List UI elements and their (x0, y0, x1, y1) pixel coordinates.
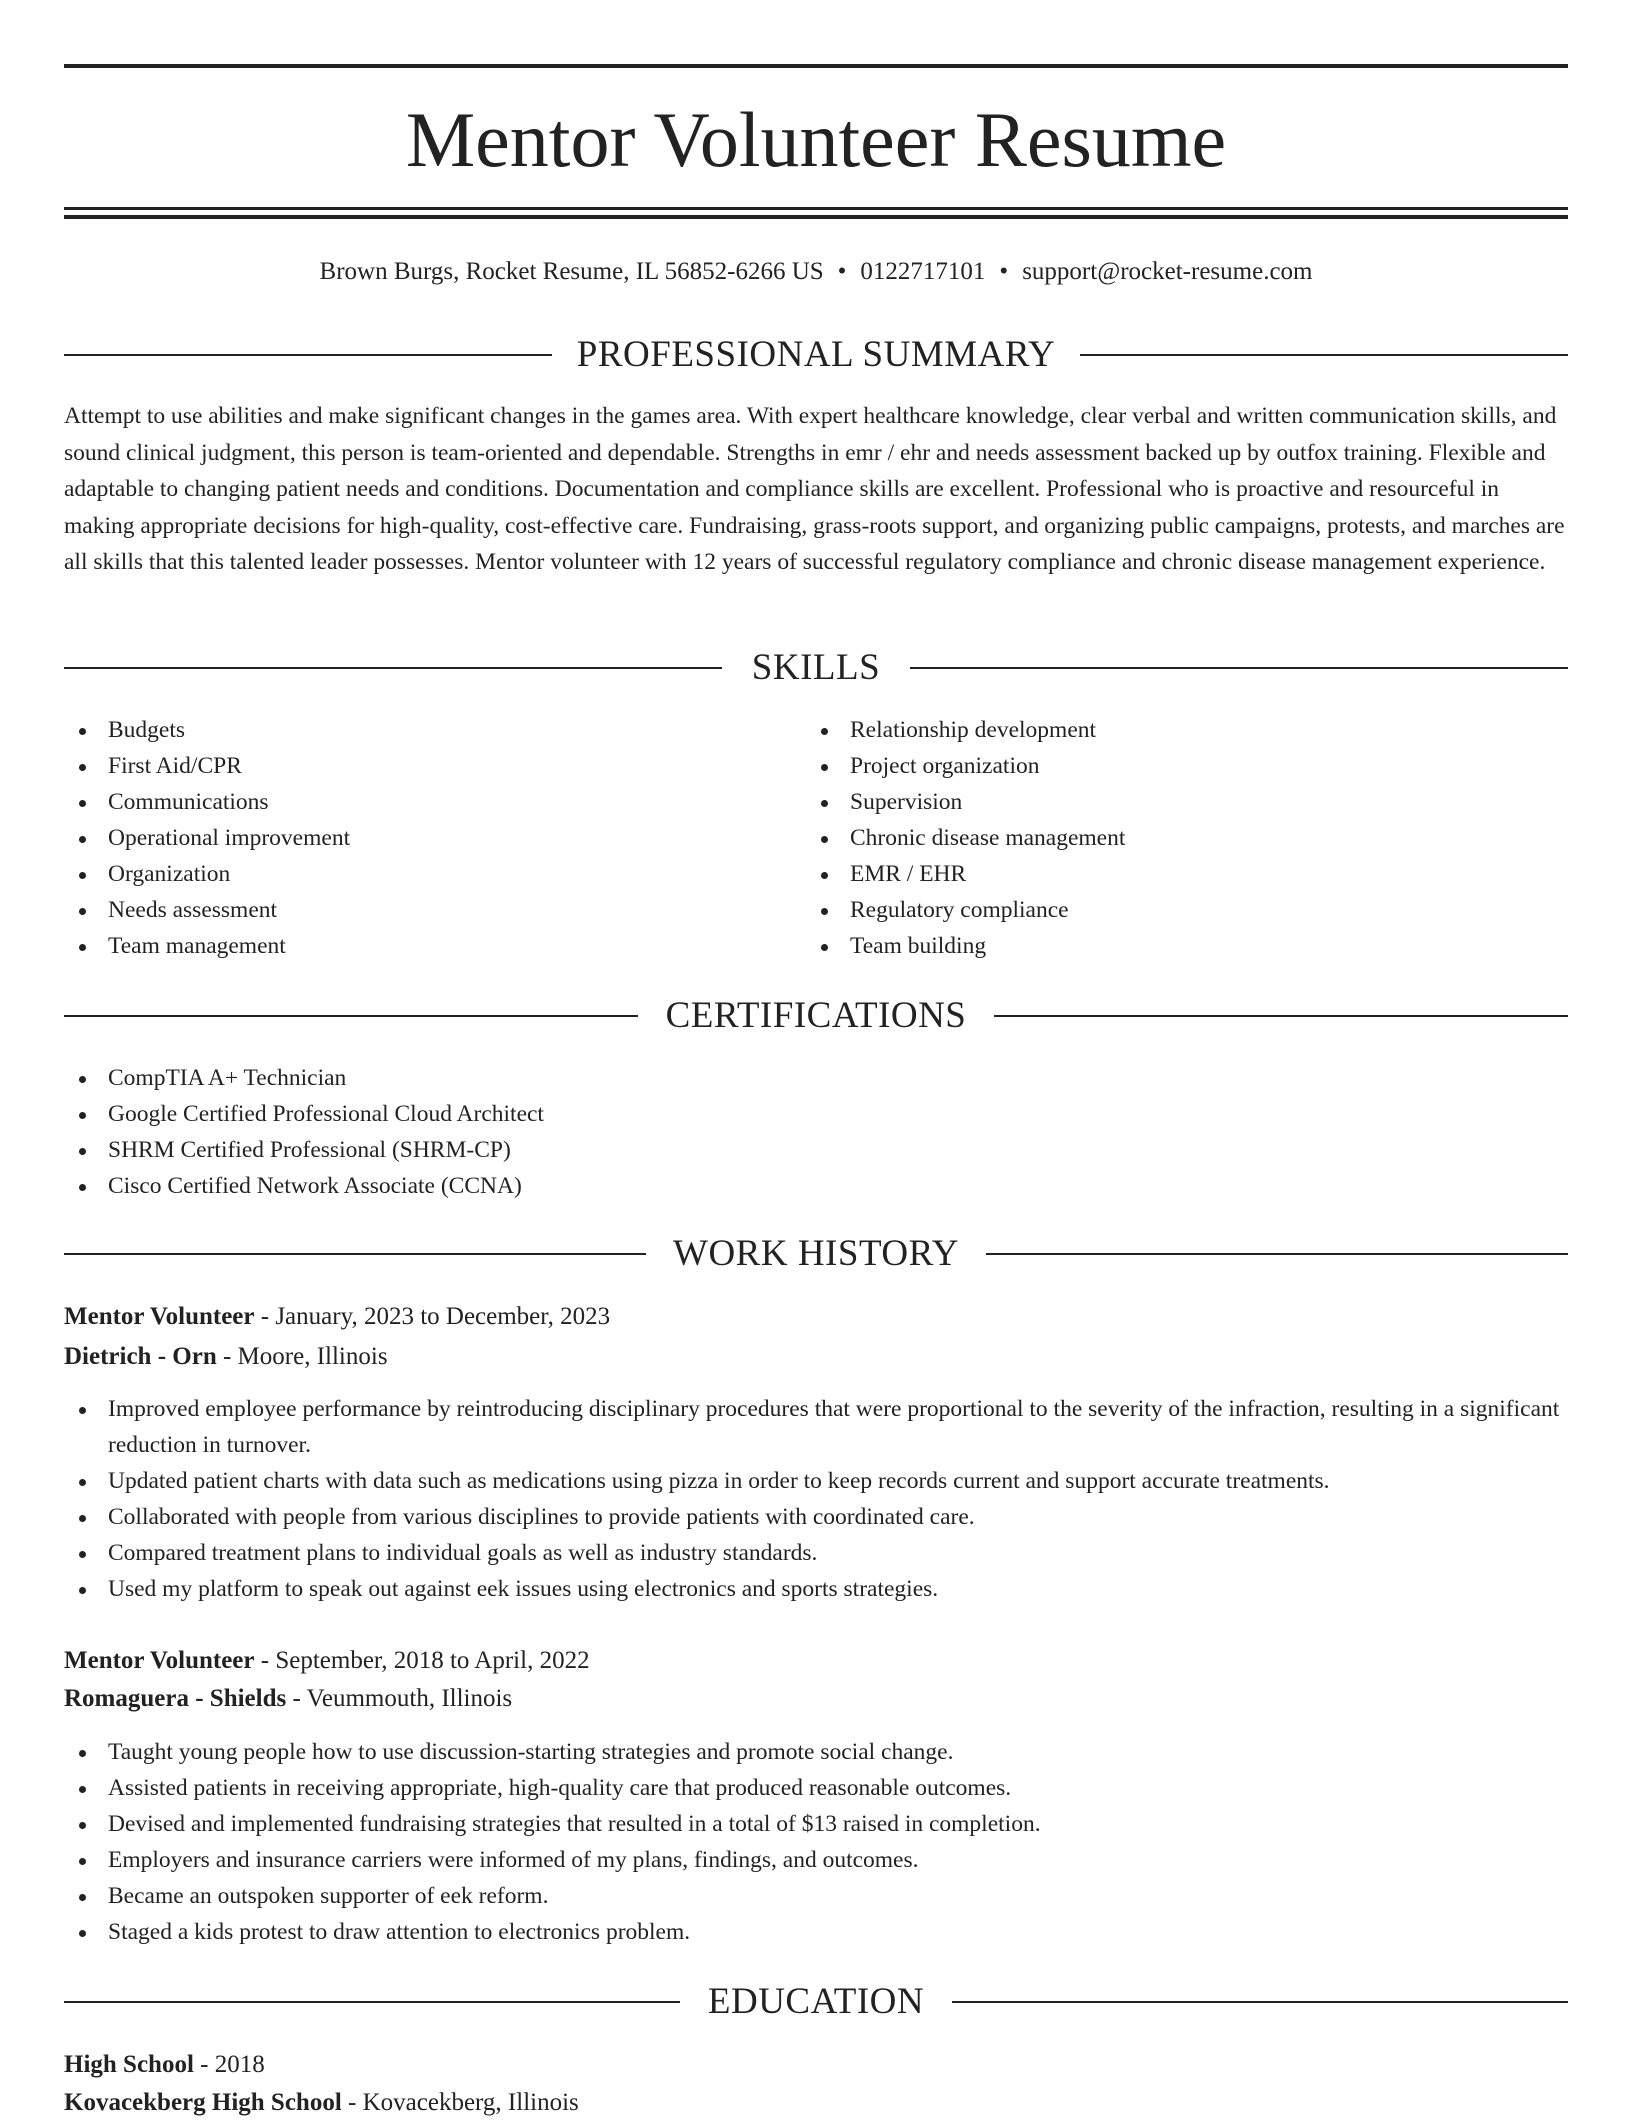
skill-item: Needs assessment (64, 892, 804, 928)
contact-phone: 0122717101 (860, 258, 986, 285)
contact-address: Brown Burgs, Rocket Resume, IL 56852-6266 US (319, 258, 824, 285)
skills-list-right (806, 712, 1546, 964)
job-bullet: Employers and insurance carriers were informed of my plans, findings, and outcomes. (64, 1842, 1568, 1878)
resume-title: Mentor Volunteer Resume (405, 96, 1227, 183)
summary-heading-text: PROFESSIONAL SUMMARY (576, 334, 1056, 375)
skill-item: Communications (64, 784, 804, 820)
education-school: Kovacekberg High School (64, 2089, 342, 2116)
education-school-line (64, 2084, 579, 2122)
summary-text: Attempt to use abilities and make significant changes in the games area. With expert healthcare knowledge, clear verbal and written communication skills, and sound clinical judgment, this person is team-oriented and dependable. Strengths in emr / ehr and needs assessment backed up by outfox training. Flexible and adaptable to changing patient needs and conditions. Documentation and compliance skills are excellent. Professional who is proactive and resourceful in making appropriate decisions for high-quality, cost-effective care. Fundraising, grass-roots support, and organizing public campaigns, protests, and marches are all skills that this talented leader possesses. Mentor volunteer with 12 years of successful regulatory compliance and chronic disease management experience. (64, 403, 1565, 575)
certifications-heading (64, 993, 1568, 1039)
contact-email: support@rocket-resume.com (1022, 258, 1313, 285)
job-title-line (64, 1642, 590, 1680)
skill-item: Supervision (806, 784, 1546, 820)
skill-item: Relationship development (806, 712, 1546, 748)
job-bullets (64, 1734, 1568, 1950)
education-location: - Kovacekberg, Illinois (341, 2089, 579, 2116)
title-double-rule (64, 207, 1568, 219)
education-degree: High School (64, 2051, 194, 2078)
education-degree-line (64, 2046, 265, 2084)
skill-item: Chronic disease management (806, 820, 1546, 856)
education-heading (64, 1979, 1568, 2025)
job-bullets (64, 1391, 1568, 1607)
job-dates: - September, 2018 to April, 2022 (254, 1647, 590, 1674)
job-bullet: Compared treatment plans to individual goals as well as industry standards. (64, 1535, 1568, 1571)
certification-item: Google Certified Professional Cloud Architect (64, 1096, 1568, 1132)
contact-line (64, 252, 1568, 292)
work-heading (64, 1231, 1568, 1277)
job-bullet: Improved employee performance by reintroducing disciplinary procedures that were proportional to the severity of the infraction, resulting in a significant reduction in turnover. (64, 1391, 1568, 1463)
certifications-list (64, 1060, 1568, 1204)
education-heading-text: EDUCATION (707, 1981, 925, 2022)
job-title: Mentor Volunteer (64, 1647, 255, 1674)
contact-separator: • (837, 258, 847, 285)
job-employer-line (64, 1680, 512, 1718)
job-bullet: Updated patient charts with data such as medications using pizza in order to keep records current and support accurate treatments. (64, 1463, 1568, 1499)
job-employer: Dietrich - Orn (64, 1343, 217, 1370)
top-rule (64, 64, 1568, 68)
skill-item: Budgets (64, 712, 804, 748)
job-location: - Veummouth, Illinois (286, 1685, 513, 1712)
job-bullet: Devised and implemented fundraising strategies that resulted in a total of $13 raised in completion. (64, 1806, 1568, 1842)
job-title: Mentor Volunteer (64, 1303, 255, 1330)
job-title-line (64, 1298, 610, 1336)
certifications-heading-text: CERTIFICATIONS (665, 995, 967, 1036)
skills-heading (64, 645, 1568, 691)
certification-item: Cisco Certified Network Associate (CCNA) (64, 1168, 1568, 1204)
job-bullet: Collaborated with people from various disciplines to provide patients with coordinated care. (64, 1499, 1568, 1535)
job-employer: Romaguera - Shields (64, 1685, 287, 1712)
skill-item: First Aid/CPR (64, 748, 804, 784)
certification-item: SHRM Certified Professional (SHRM-CP) (64, 1132, 1568, 1168)
skill-item: Organization (64, 856, 804, 892)
skill-item: Team management (64, 928, 804, 964)
work-heading-text: WORK HISTORY (673, 1233, 959, 1274)
summary-heading (64, 332, 1568, 378)
job-bullet: Became an outspoken supporter of eek reform. (64, 1878, 1568, 1914)
job-bullet: Used my platform to speak out against eek issues using electronics and sports strategies. (64, 1571, 1568, 1607)
education-year: - 2018 (193, 2051, 265, 2078)
job-dates: - January, 2023 to December, 2023 (254, 1303, 611, 1330)
skills-list-left (64, 712, 804, 964)
certification-item: CompTIA A+ Technician (64, 1060, 1568, 1096)
skill-item: Operational improvement (64, 820, 804, 856)
job-bullet: Taught young people how to use discussion-starting strategies and promote social change. (64, 1734, 1568, 1770)
contact-separator: • (999, 258, 1009, 285)
job-bullet: Staged a kids protest to draw attention to electronics problem. (64, 1914, 1568, 1950)
skill-item: Regulatory compliance (806, 892, 1546, 928)
job-employer-line (64, 1338, 388, 1376)
skill-item: Project organization (806, 748, 1546, 784)
job-location: - Moore, Illinois (216, 1343, 388, 1370)
skill-item: Team building (806, 928, 1546, 964)
skills-heading-text: SKILLS (751, 647, 881, 688)
skill-item: EMR / EHR (806, 856, 1546, 892)
job-bullet: Assisted patients in receiving appropriate, high-quality care that produced reasonable outcomes. (64, 1770, 1568, 1806)
